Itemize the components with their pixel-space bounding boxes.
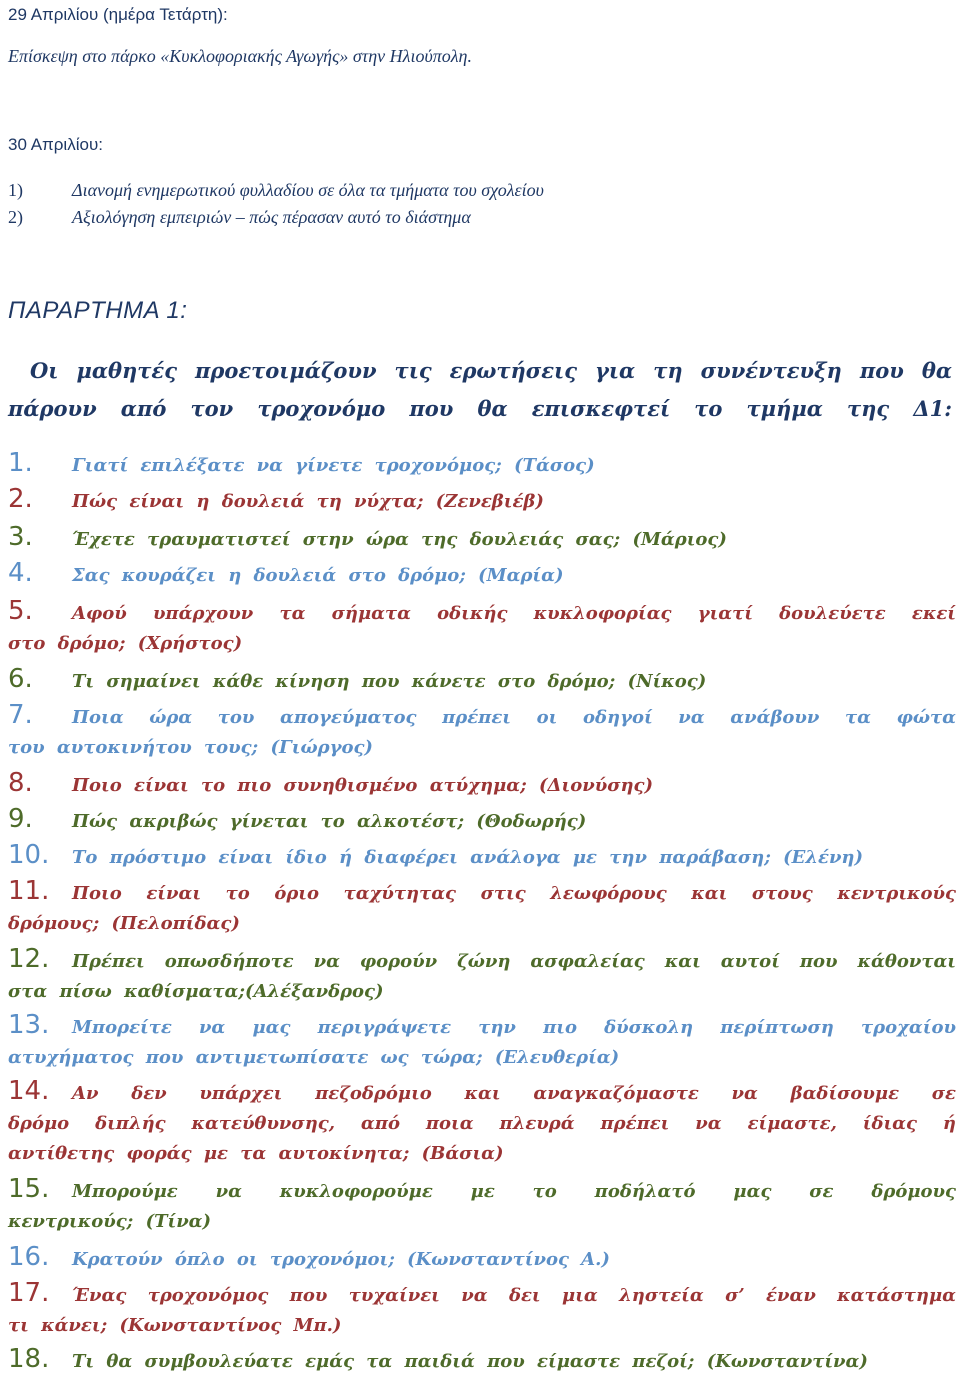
question-text: Πρέπει οπωσδήποτε να φορούν ζώνη ασφαλείας και αυτοί που κάθονται [72,951,956,972]
question-text: Το πρόστιμο είναι ίδιο ή διαφέρει ανάλογα με την παράβαση; (Ελένη) [72,847,864,868]
question-number: 1. [8,448,33,478]
question-line [8,1242,956,1275]
task-number: 1) [8,180,23,200]
question-number: 15. [8,1174,50,1204]
question-item [8,1010,956,1073]
question-number: 5. [8,596,33,626]
question-item [8,944,956,1007]
question-text: δρόμο διπλής κατεύθυνσης, από ποια πλευρά πρέπει να είμαστε, ίδιας ή [8,1113,956,1134]
question-item [8,1242,956,1275]
question-item [8,840,956,873]
question-line [8,1344,956,1377]
question-text: Ποια ώρα του απογεύματος πρέπει οι οδηγοί να ανάβουν τα φώτα [72,707,956,728]
question-text: Μπορείτε να μας περιγράψετε την πιο δύσκολη περίπτωση τροχαίου [72,1017,956,1038]
intro-line: πάρουν από τον τροχονόμο που θα επισκεφτεί το τμήμα της Δ1: [8,396,952,421]
annex-title: ΠΑΡΑΡΤΗΜΑ 1: [8,297,188,324]
question-number: 16. [8,1242,50,1272]
question-text: Γιατί επιλέξατε να γίνετε τροχονόμος; (Τάσος) [72,455,595,476]
question-item [8,1076,956,1169]
question-line [8,804,956,837]
question-item [8,522,956,555]
question-line [8,448,956,481]
question-number: 13. [8,1010,50,1040]
question-line [8,484,956,517]
question-line [8,909,956,939]
task-item [8,178,544,202]
question-text: στο δρόμο; (Χρήστος) [8,633,243,654]
question-line [8,876,956,909]
question-item [8,484,956,517]
question-text: τι κάνει; (Κωνσταντίνος Μπ.) [8,1315,342,1336]
question-text: Τι σημαίνει κάθε κίνηση που κάνετε στο δρόμο; (Νίκος) [72,671,707,692]
question-number: 14. [8,1076,50,1106]
question-text: Σας κουράζει η δουλειά στο δρόμο; (Μαρία) [72,565,564,586]
question-text: Πώς είναι η δουλειά τη νύχτα; (Ζενεβιέβ) [72,491,544,512]
intro-paragraph [8,352,952,428]
question-number: 6. [8,664,33,694]
question-number: 3. [8,522,33,552]
question-line [8,1174,956,1207]
question-line [8,977,956,1007]
question-line [8,558,956,591]
task-text: Αξιολόγηση εμπειριών – πώς πέρασαν αυτό το διάστημα [72,207,471,227]
visit-description: Επίσκεψη στο πάρκο «Κυκλοφοριακής Αγωγής» στην Ηλιούπολη. [8,46,472,66]
question-line [8,1109,956,1139]
question-text: δρόμους; (Πελοπίδας) [8,913,240,934]
question-text: Μπορούμε να κυκλοφορούμε με το ποδήλατό μας σε δρόμους [72,1181,956,1202]
question-line [8,768,956,801]
question-text: Ένας τροχονόμος που τυχαίνει να δει μια ληστεία σ’ έναν κατάστημα [72,1285,956,1306]
question-line [8,596,956,629]
question-item [8,804,956,837]
question-number: 11. [8,876,50,906]
question-number: 2. [8,484,33,514]
question-item [8,700,956,763]
question-line [8,733,956,763]
question-number: 8. [8,768,33,798]
question-line [8,629,956,659]
question-line [8,1139,956,1169]
question-text: Τι θα συμβουλεύατε εμάς τα παιδιά που είμαστε πεζοί; (Κωνσταντίνα) [72,1351,868,1372]
question-text: Ποιο είναι το όριο ταχύτητας στις λεωφόρους και στους κεντρικούς [72,883,956,904]
intro-line: Οι μαθητές προετοιμάζουν τις ερωτήσεις για τη συνέντευξη που θα [30,358,952,383]
question-number: 4. [8,558,33,588]
question-item [8,1278,956,1341]
question-item [8,768,956,801]
question-item [8,1344,956,1377]
question-text: στα πίσω καθίσματα;(Αλέξανδρος) [8,981,384,1002]
question-line [8,944,956,977]
question-line [8,1311,956,1341]
task-text: Διανομή ενημερωτικού φυλλαδίου σε όλα τα τμήματα του σχολείου [72,180,544,200]
question-text: Αν δεν υπάρχει πεζοδρόμιο και αναγκαζόμαστε να βαδίσουμε σε [72,1083,956,1104]
question-line [8,1207,956,1237]
question-text: Αφού υπάρχουν τα σήματα οδικής κυκλοφορίας γιατί δουλεύετε εκεί [72,603,956,624]
question-text: κεντρικούς; (Τίνα) [8,1211,212,1232]
question-text: Πώς ακριβώς γίνεται το αλκοτέστ; (Θοδωρής) [72,811,587,832]
date-heading-30-april: 30 Απριλίου: [8,135,103,154]
question-line [8,840,956,873]
question-number: 9. [8,804,33,834]
question-text: Έχετε τραυματιστεί στην ώρα της δουλειάς σας; (Μάριος) [72,529,727,550]
question-text: του αυτοκινήτου τους; (Γιώργος) [8,737,373,758]
task-number: 2) [8,207,23,227]
task-item [8,205,471,229]
question-number: 18. [8,1344,50,1374]
question-item [8,558,956,591]
question-line [8,664,956,697]
question-line [8,522,956,555]
date-heading-29-april: 29 Απριλίου (ημέρα Τετάρτη): [8,5,228,24]
question-item [8,1174,956,1237]
question-text: Ποιο είναι το πιο συνηθισμένο ατύχημα; (Διονύσης) [72,775,654,796]
question-line [8,1278,956,1311]
question-number: 12. [8,944,50,974]
question-number: 10. [8,840,50,870]
question-line [8,1076,956,1109]
question-line [8,1010,956,1043]
question-text: ατυχήματος που αντιμετωπίσατε ως τώρα; (Ελευθερία) [8,1047,620,1068]
question-line [8,1043,956,1073]
question-number: 7. [8,700,33,730]
question-item [8,876,956,939]
question-line [8,700,956,733]
question-text: αντίθετης φοράς με τα αυτοκίνητα; (Βάσια) [8,1143,504,1164]
question-item [8,596,956,659]
question-number: 17. [8,1278,50,1308]
question-text: Κρατούν όπλο οι τροχονόμοι; (Κωνσταντίνος Α.) [72,1249,610,1270]
question-item [8,664,956,697]
question-item [8,448,956,481]
